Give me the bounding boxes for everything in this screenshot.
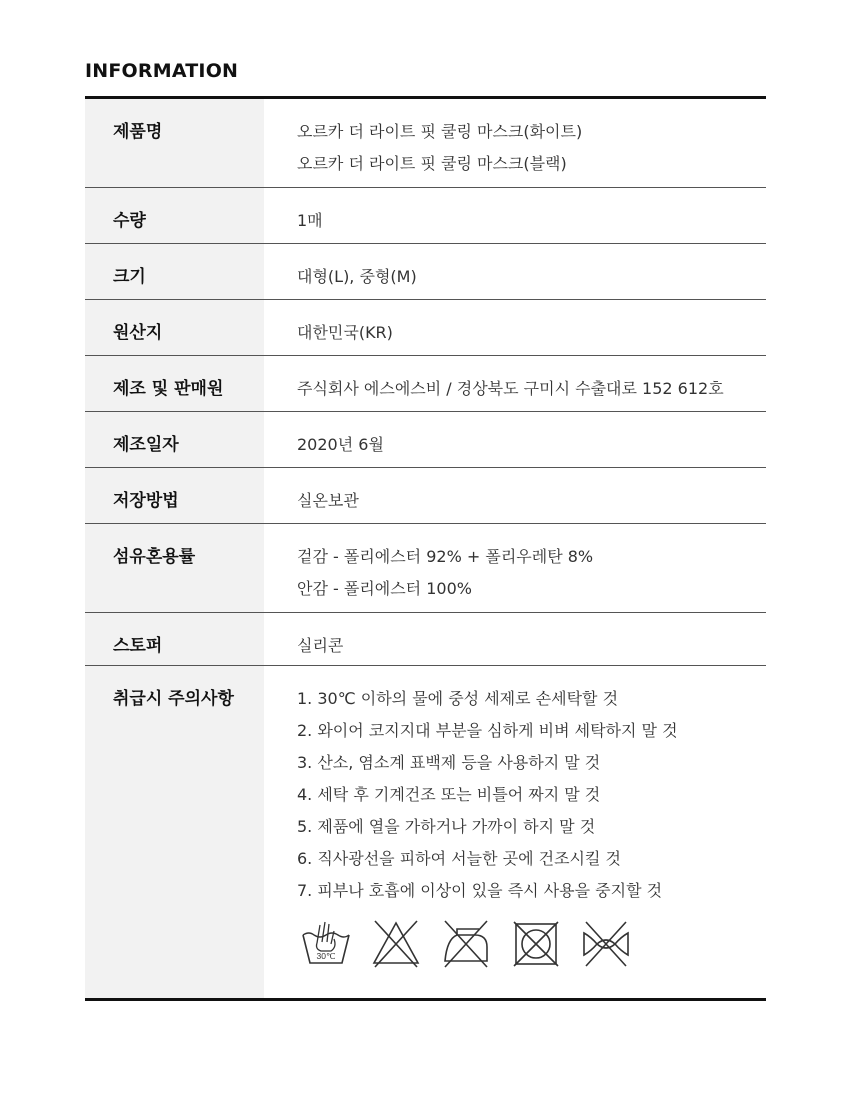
- row-label: 원산지: [113, 323, 163, 343]
- no-wring-icon: [581, 917, 631, 969]
- value-line: 1. 30℃ 이하의 물에 중성 세제로 손세탁할 것: [297, 689, 619, 708]
- row-label: 크기: [113, 267, 146, 287]
- row-label: 수량: [113, 211, 146, 231]
- value-line: 오르카 더 라이트 핏 쿨링 마스크(화이트): [297, 122, 583, 141]
- care-icons: [301, 917, 766, 969]
- info-row-stopper: [85, 613, 766, 666]
- value-line: 2020년 6월: [297, 435, 384, 454]
- no-tumble-dry-icon: [511, 917, 561, 969]
- value-line: 3. 산소, 염소계 표백제 등을 사용하지 말 것: [297, 753, 601, 772]
- value-line: 7. 피부나 호흡에 이상이 있을 즉시 사용을 중지할 것: [297, 881, 663, 900]
- value-line: 4. 세탁 후 기계건조 또는 비틀어 짜지 말 것: [297, 785, 601, 804]
- info-row-care: [85, 666, 766, 998]
- info-row-fiber: [85, 524, 766, 613]
- hand-wash-30-icon: [301, 917, 351, 969]
- row-label: 제조일자: [113, 435, 179, 455]
- row-value: [264, 300, 766, 355]
- row-label: 제품명: [113, 122, 163, 142]
- row-label: 취급시 주의사항: [113, 689, 234, 709]
- info-row-manufacturer: [85, 356, 766, 412]
- info-row-storage: [85, 468, 766, 524]
- row-value: [264, 524, 766, 612]
- value-line: 6. 직사광선을 피하여 서늘한 곳에 건조시킬 것: [297, 849, 621, 868]
- row-value: [264, 188, 766, 243]
- value-line: 실리콘: [297, 636, 344, 655]
- info-table: [85, 96, 766, 1001]
- row-value: [264, 356, 766, 411]
- row-value: [264, 468, 766, 523]
- wash-temp-label: 30℃: [316, 951, 336, 961]
- value-line: 2. 와이어 코지지대 부분을 심하게 비벼 세탁하지 말 것: [297, 721, 678, 740]
- info-row-manufacture-date: [85, 412, 766, 468]
- value-line: 5. 제품에 열을 가하거나 가까이 하지 말 것: [297, 817, 596, 836]
- no-bleach-icon: [371, 917, 421, 969]
- no-iron-icon: [441, 917, 491, 969]
- value-line: 실온보관: [297, 491, 359, 510]
- value-line: 대형(L), 중형(M): [297, 267, 417, 286]
- info-row-origin: [85, 300, 766, 356]
- row-label: 저장방법: [113, 491, 179, 511]
- row-value: [264, 99, 766, 187]
- row-label: 제조 및 판매원: [113, 379, 224, 399]
- info-row-size: [85, 244, 766, 300]
- row-value: [264, 412, 766, 467]
- row-label: 섬유혼용률: [113, 547, 196, 567]
- row-value: [264, 666, 766, 998]
- value-line: 겉감 - 폴리에스터 92% + 폴리우레탄 8%: [297, 547, 594, 566]
- value-line: 대한민국(KR): [297, 323, 393, 342]
- value-line: 1매: [297, 211, 323, 230]
- row-label: 스토퍼: [113, 636, 163, 656]
- value-line: 오르카 더 라이트 핏 쿨링 마스크(블랙): [297, 154, 567, 173]
- value-line: 안감 - 폴리에스터 100%: [297, 579, 472, 598]
- section-title: INFORMATION: [85, 60, 239, 82]
- row-value: [264, 613, 766, 665]
- info-row-quantity: [85, 188, 766, 244]
- value-line: 주식회사 에스에스비 / 경상북도 구미시 수출대로 152 612호: [297, 379, 724, 398]
- info-row-product-name: [85, 99, 766, 188]
- row-value: [264, 244, 766, 299]
